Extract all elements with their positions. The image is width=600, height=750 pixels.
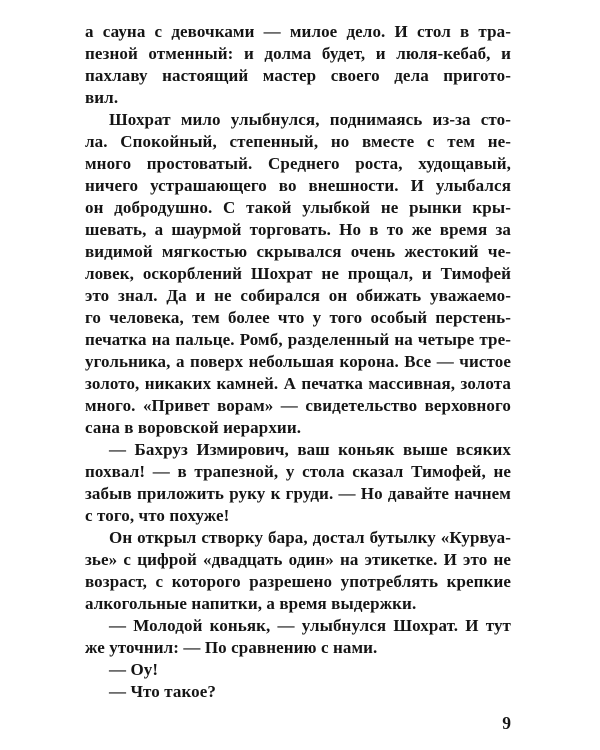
text-line: Он открыл створку бара, достал бутылку «Курвуа- xyxy=(109,528,511,547)
text-line: — Что такое? xyxy=(109,682,216,701)
text-line: алкогольные напитки, а время выдержки. xyxy=(85,594,417,613)
text-line: пезной отменный: и долма будет, и люля-кебаб, и xyxy=(85,44,511,63)
text-line: ничего устрашающего во внешности. И улыбался xyxy=(85,176,511,195)
text-line: сана в воровской иерархии. xyxy=(85,418,302,437)
text-line: ловек, оскорблений Шохрат не прощал, и Тимофей xyxy=(85,264,511,283)
text-line: Шохрат мило улыбнулся, поднимаясь из-за сто- xyxy=(109,110,511,129)
text-line: шевать, а шаурмой торговать. Но в то же время за xyxy=(85,220,511,239)
text-line: с того, что похуже! xyxy=(85,506,230,525)
text-line: много простоватый. Среднего роста, худощавый, xyxy=(85,154,511,173)
text-line: пахлаву настоящий мастер своего дела пригото- xyxy=(85,66,511,85)
text-line: зье» с цифрой «двадцать один» на этикетке. И это не xyxy=(85,550,511,569)
text-line: — Молодой коньяк, — улыбнулся Шохрат. И тут xyxy=(109,616,511,635)
text-line: возраст, с которого разрешено употреблять крепкие xyxy=(85,572,511,591)
text-line: много. «Привет ворам» — свидетельство верховного xyxy=(85,396,511,415)
text-line: он добродушно. С такой улыбкой не рынки кры- xyxy=(85,198,511,217)
text-line: же уточнил: — По сравнению с нами. xyxy=(85,638,378,657)
page-number: 9 xyxy=(502,713,511,733)
text-line: вил. xyxy=(85,88,119,107)
text-line: печатка на пальце. Ромб, разделенный на четыре тре- xyxy=(85,330,511,349)
text-line: ла. Спокойный, степенный, но вместе с тем не- xyxy=(85,132,511,151)
text-line: это знал. Да и не собирался он обижать уважаемо- xyxy=(85,286,511,305)
text-line: — Оу! xyxy=(109,660,159,679)
text-line: — Бахруз Измирович, ваш коньяк выше всяких xyxy=(109,440,511,459)
text-line: видимой мягкостью скрывался очень жестокий че- xyxy=(85,242,511,261)
page-text xyxy=(85,21,511,703)
text-line: золото, никаких камней. А печатка массивная, золота xyxy=(85,374,511,393)
text-line: забыв приложить руку к груди. — Но давайте начнем xyxy=(85,484,511,503)
text-line: угольника, а поверх небольшая корона. Все — чистое xyxy=(85,352,511,371)
text-line: го человека, тем более что у того особый перстень- xyxy=(85,308,511,327)
text-line: а сауна с девочками — милое дело. И стол в тра- xyxy=(85,22,511,41)
text-line: похвал! — в трапезной, у стола сказал Тимофей, не xyxy=(85,462,511,481)
